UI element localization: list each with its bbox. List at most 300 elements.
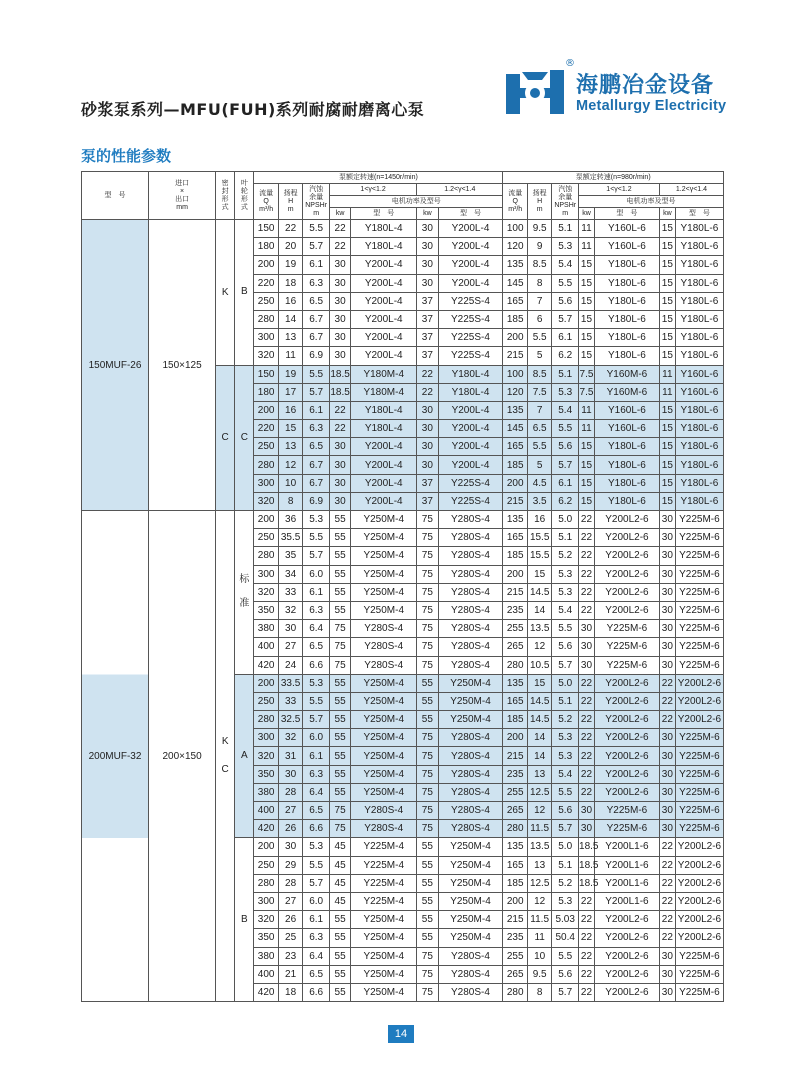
table-cell: 55 (329, 747, 350, 765)
table-cell: 30 (329, 492, 350, 510)
table-body (82, 220, 724, 1002)
table-cell: 22 (579, 929, 595, 947)
table-cell: 75 (417, 820, 438, 838)
table-cell: Y225M-6 (675, 783, 723, 801)
table-cell: 22 (417, 365, 438, 383)
table-cell: 3.5 (527, 492, 551, 510)
table-cell: 30 (579, 620, 595, 638)
table-cell: 6.3 (303, 765, 330, 783)
table-cell: 265 (503, 965, 527, 983)
table-cell: Y180L-6 (594, 329, 659, 347)
table-cell: 55 (417, 692, 438, 710)
table-cell: Y250M-4 (351, 947, 417, 965)
table-cell: 15 (579, 274, 595, 292)
table-cell: Y180L-6 (675, 401, 723, 419)
table-cell: Y280S-4 (351, 638, 417, 656)
model-cell: 150MUF-26 (82, 220, 149, 511)
table-cell: Y200L1-6 (594, 856, 659, 874)
table-cell: 37 (417, 310, 438, 328)
table-cell: 28 (278, 874, 302, 892)
table-cell: 37 (417, 347, 438, 365)
table-cell: 30 (579, 802, 595, 820)
table-cell: Y160M-6 (594, 365, 659, 383)
table-cell: Y160M-6 (594, 383, 659, 401)
impeller-cell: B (235, 220, 254, 366)
table-cell: 22 (579, 711, 595, 729)
table-cell: 75 (417, 783, 438, 801)
table-cell: Y200L-4 (438, 220, 503, 238)
table-cell: 55 (329, 911, 350, 929)
table-cell: 12 (278, 456, 302, 474)
table-cell: 22 (579, 547, 595, 565)
table-cell: 30 (278, 838, 302, 856)
table-cell: Y250M-4 (351, 929, 417, 947)
table-cell: 10.5 (527, 656, 551, 674)
table-cell: 55 (329, 783, 350, 801)
table-cell: 30 (659, 511, 675, 529)
table-cell: 22 (659, 711, 675, 729)
table-cell: 30 (579, 656, 595, 674)
table-cell: 30 (659, 802, 675, 820)
table-cell: 22 (329, 420, 350, 438)
table-cell: 30 (329, 474, 350, 492)
table-cell: 55 (329, 965, 350, 983)
table-cell: Y280S-4 (438, 638, 503, 656)
table-cell: 5.4 (552, 401, 579, 419)
table-cell: Y200L2-6 (675, 692, 723, 710)
table-cell: 200 (503, 329, 527, 347)
table-cell: 6.0 (303, 729, 330, 747)
table-cell: 11 (579, 220, 595, 238)
table-cell: 11.5 (527, 820, 551, 838)
table-cell: 4.5 (527, 474, 551, 492)
table-cell: 50.4 (552, 929, 579, 947)
table-cell: Y200L2-6 (594, 692, 659, 710)
table-cell: 22 (579, 765, 595, 783)
table-cell: 75 (417, 965, 438, 983)
table-cell: 5.6 (552, 292, 579, 310)
table-cell: Y225M-6 (675, 729, 723, 747)
table-cell: 5.4 (552, 765, 579, 783)
table-cell: Y225M-6 (675, 947, 723, 965)
table-cell: 100 (503, 365, 527, 383)
table-cell: 11 (579, 420, 595, 438)
table-cell: 200 (254, 674, 278, 692)
table-cell: 5 (527, 456, 551, 474)
impeller-cell: C (235, 365, 254, 511)
table-cell: 22 (329, 401, 350, 419)
table-cell: Y225M-6 (675, 638, 723, 656)
table-cell: Y180L-6 (675, 456, 723, 474)
table-cell: 185 (503, 547, 527, 565)
table-cell: Y200L2-6 (675, 874, 723, 892)
table-cell: 14 (527, 729, 551, 747)
table-cell: 250 (254, 692, 278, 710)
table-cell: 250 (254, 292, 278, 310)
table-cell: Y280S-4 (438, 947, 503, 965)
table-cell: 5.2 (552, 547, 579, 565)
table-cell: 14 (527, 601, 551, 619)
table-cell: Y250M-4 (351, 711, 417, 729)
table-cell: Y180L-4 (438, 365, 503, 383)
header-range1: 1<γ<1.2 (329, 184, 416, 196)
table-cell: 30 (329, 329, 350, 347)
table-cell: 14 (527, 747, 551, 765)
table-cell: Y280S-4 (438, 983, 503, 1001)
table-cell: 15 (659, 420, 675, 438)
table-cell: 75 (417, 511, 438, 529)
table-cell: Y180L-6 (675, 274, 723, 292)
table-cell: Y280S-4 (438, 747, 503, 765)
table-cell: 6.4 (303, 620, 330, 638)
table-cell: 12.5 (527, 783, 551, 801)
table-cell: 18 (278, 983, 302, 1001)
table-cell: 300 (254, 474, 278, 492)
table-row (82, 220, 724, 238)
table-cell: Y250M-4 (438, 674, 503, 692)
table-cell: 27 (278, 638, 302, 656)
table-cell: Y280S-4 (351, 820, 417, 838)
table-cell: 15 (278, 420, 302, 438)
table-cell: 55 (329, 674, 350, 692)
table-cell: 5.03 (552, 911, 579, 929)
table-cell: 280 (254, 547, 278, 565)
table-cell: 18.5 (579, 856, 595, 874)
table-cell: 6.5 (527, 420, 551, 438)
table-cell: 320 (254, 911, 278, 929)
table-cell: Y250M-4 (438, 856, 503, 874)
table-cell: 12 (527, 638, 551, 656)
table-cell: 55 (329, 765, 350, 783)
table-cell: Y200L-4 (351, 256, 417, 274)
table-cell: Y200L2-6 (594, 565, 659, 583)
table-cell: 280 (503, 983, 527, 1001)
table-cell: 19 (278, 256, 302, 274)
table-cell: 75 (417, 983, 438, 1001)
table-cell: Y250M-4 (351, 601, 417, 619)
table-cell: 22 (579, 529, 595, 547)
table-cell: Y200L2-6 (675, 711, 723, 729)
header-kw: kw (329, 208, 350, 220)
table-cell: Y200L2-6 (594, 911, 659, 929)
impeller-cell: A (235, 674, 254, 838)
table-cell: Y200L2-6 (594, 965, 659, 983)
table-cell: 22 (579, 511, 595, 529)
table-cell: Y280S-4 (438, 583, 503, 601)
table-cell: 5.5 (303, 220, 330, 238)
table-cell: 6.7 (303, 329, 330, 347)
table-cell: 30 (417, 456, 438, 474)
table-cell: 11 (659, 383, 675, 401)
table-cell: 5.3 (303, 674, 330, 692)
table-cell: 30 (417, 238, 438, 256)
header-head: 扬程 H m (278, 184, 302, 220)
table-cell: 6.5 (303, 438, 330, 456)
table-cell: 22 (579, 692, 595, 710)
table-cell: Y180L-6 (675, 256, 723, 274)
table-cell: 15 (659, 274, 675, 292)
table-cell: 7.5 (527, 383, 551, 401)
impeller-cell: B (235, 838, 254, 1002)
table-cell: 12 (527, 802, 551, 820)
table-cell: 30 (659, 947, 675, 965)
table-cell: 55 (417, 874, 438, 892)
table-cell: 55 (417, 838, 438, 856)
table-cell: Y160L-6 (675, 365, 723, 383)
table-cell: 5.3 (552, 729, 579, 747)
table-cell: 145 (503, 274, 527, 292)
table-cell: Y180L-4 (351, 420, 417, 438)
header-flow: 流量 Q m³/h (254, 184, 278, 220)
table-cell: 22 (659, 892, 675, 910)
table-cell: 5.7 (552, 456, 579, 474)
table-cell: 300 (254, 892, 278, 910)
table-cell: 350 (254, 929, 278, 947)
table-cell: Y250M-4 (351, 674, 417, 692)
table-cell: 15 (579, 492, 595, 510)
table-cell: 255 (503, 783, 527, 801)
table-cell: 8 (527, 274, 551, 292)
table-cell: 22 (329, 238, 350, 256)
table-cell: 400 (254, 965, 278, 983)
table-cell: 33 (278, 583, 302, 601)
table-cell: 6.9 (303, 492, 330, 510)
table-cell: 75 (417, 620, 438, 638)
table-cell: Y200L2-6 (594, 747, 659, 765)
table-cell: Y200L2-6 (594, 583, 659, 601)
table-cell: Y200L2-6 (594, 947, 659, 965)
table-cell: 420 (254, 820, 278, 838)
table-cell: 280 (503, 656, 527, 674)
table-cell: 15 (659, 310, 675, 328)
table-cell: 15 (527, 565, 551, 583)
table-cell: 180 (254, 238, 278, 256)
table-cell: 17 (278, 383, 302, 401)
table-cell: 6.7 (303, 474, 330, 492)
table-cell: Y225S-4 (438, 329, 503, 347)
table-cell: 30 (329, 256, 350, 274)
table-cell: Y200L-4 (438, 456, 503, 474)
table-cell: 55 (329, 529, 350, 547)
table-cell: 6.4 (303, 783, 330, 801)
table-cell: 75 (417, 583, 438, 601)
table-cell: Y225M-6 (594, 656, 659, 674)
table-cell: Y200L2-6 (594, 511, 659, 529)
table-cell: 200 (254, 838, 278, 856)
table-cell: 165 (503, 692, 527, 710)
header-npsh: 汽蚀 余量 NPSHr m (303, 184, 330, 220)
table-cell: 200 (254, 401, 278, 419)
table-cell: 11 (579, 401, 595, 419)
header-motor: 电机功率及型号 (579, 196, 724, 208)
table-cell: 5.5 (303, 856, 330, 874)
table-cell: Y180L-6 (594, 347, 659, 365)
table-cell: 150 (254, 220, 278, 238)
table-cell: 30 (659, 820, 675, 838)
table-cell: Y200L1-6 (594, 874, 659, 892)
table-cell: Y280S-4 (438, 620, 503, 638)
table-cell: Y225M-4 (351, 856, 417, 874)
table-cell: 30 (579, 820, 595, 838)
table-cell: Y280S-4 (438, 656, 503, 674)
table-cell: 55 (329, 511, 350, 529)
table-cell: 30 (417, 438, 438, 456)
table-cell: Y225M-6 (675, 656, 723, 674)
table-cell: 30 (659, 983, 675, 1001)
table-cell: 5.3 (552, 583, 579, 601)
table-cell: Y225S-4 (438, 492, 503, 510)
table-cell: 30 (417, 401, 438, 419)
table-cell: Y160L-6 (594, 401, 659, 419)
table-cell: Y200L2-6 (594, 547, 659, 565)
table-cell: 25 (278, 929, 302, 947)
table-cell: 5.7 (552, 310, 579, 328)
table-cell: 75 (329, 820, 350, 838)
table-cell: 22 (329, 220, 350, 238)
table-cell: Y200L2-6 (675, 838, 723, 856)
table-cell: Y250M-4 (351, 747, 417, 765)
table-cell: 45 (329, 892, 350, 910)
table-cell: 15 (579, 456, 595, 474)
table-cell: 37 (417, 492, 438, 510)
table-cell: 200 (254, 511, 278, 529)
table-cell: 280 (254, 310, 278, 328)
table-cell: 30 (417, 256, 438, 274)
table-cell: 14.5 (527, 711, 551, 729)
table-cell: 75 (329, 802, 350, 820)
table-cell: Y225M-6 (594, 802, 659, 820)
table-cell: Y200L1-6 (594, 838, 659, 856)
table-cell: 22 (579, 565, 595, 583)
table-cell: Y180L-6 (594, 492, 659, 510)
table-cell: Y180L-6 (594, 274, 659, 292)
table-cell: 15 (659, 329, 675, 347)
table-cell: 5.0 (552, 674, 579, 692)
table-cell: 37 (417, 329, 438, 347)
model-cell: 200MUF-32 (82, 511, 149, 1002)
table-cell: 45 (329, 874, 350, 892)
logo-en-text: Metallurgy Electricity (576, 98, 727, 114)
table-cell: 180 (254, 383, 278, 401)
table-cell: 280 (254, 874, 278, 892)
table-cell: Y200L-4 (351, 347, 417, 365)
table-cell: 75 (417, 747, 438, 765)
table-cell: Y200L-4 (351, 292, 417, 310)
table-cell: Y180L-4 (351, 238, 417, 256)
table-cell: 6.4 (303, 947, 330, 965)
table-cell: 55 (417, 711, 438, 729)
table-cell: 30 (417, 220, 438, 238)
table-cell: 5.7 (303, 874, 330, 892)
table-cell: Y200L2-6 (675, 929, 723, 947)
table-cell: 5.5 (527, 438, 551, 456)
table-cell: 135 (503, 838, 527, 856)
table-cell: Y200L-4 (438, 438, 503, 456)
table-cell: Y280S-4 (438, 765, 503, 783)
table-cell: Y200L1-6 (594, 892, 659, 910)
table-cell: 5.1 (552, 365, 579, 383)
table-cell: Y225M-6 (675, 802, 723, 820)
table-cell: 18 (278, 274, 302, 292)
table-cell: 5.7 (552, 656, 579, 674)
table-cell: 55 (329, 947, 350, 965)
seal-cell: K (216, 220, 235, 366)
table-cell: Y180L-6 (594, 256, 659, 274)
table-cell: 300 (254, 329, 278, 347)
table-cell: 5.7 (303, 547, 330, 565)
table-cell: 75 (417, 729, 438, 747)
table-cell: Y250M-4 (351, 692, 417, 710)
table-cell: 215 (503, 911, 527, 929)
table-cell: 120 (503, 383, 527, 401)
table-cell: 185 (503, 456, 527, 474)
table-cell: Y225M-6 (675, 820, 723, 838)
table-cell: Y280S-4 (438, 783, 503, 801)
table-cell: 75 (417, 765, 438, 783)
table-cell: Y180L-4 (438, 383, 503, 401)
inout-cell: 200×150 (149, 511, 216, 1002)
table-cell: 380 (254, 783, 278, 801)
table-cell: 185 (503, 711, 527, 729)
table-cell: 13 (278, 329, 302, 347)
table-cell: 5.5 (552, 783, 579, 801)
table-cell: Y280S-4 (351, 802, 417, 820)
table-cell: 24 (278, 656, 302, 674)
table-cell: 5.6 (552, 965, 579, 983)
table-cell: 30 (278, 765, 302, 783)
table-cell: 15.5 (527, 529, 551, 547)
table-cell: 5.1 (552, 856, 579, 874)
company-logo (504, 60, 729, 122)
table-cell: Y280S-4 (351, 656, 417, 674)
table-cell: 21 (278, 965, 302, 983)
table-cell: 55 (329, 929, 350, 947)
table-cell: 9.5 (527, 220, 551, 238)
registered-mark: ® (565, 58, 575, 69)
table-cell: 33.5 (278, 674, 302, 692)
table-cell: 200 (503, 729, 527, 747)
table-cell: Y200L2-6 (594, 783, 659, 801)
table-cell: 135 (503, 511, 527, 529)
table-cell: Y225M-6 (675, 583, 723, 601)
table-cell: 380 (254, 620, 278, 638)
table-cell: 235 (503, 601, 527, 619)
table-cell: 5.1 (552, 220, 579, 238)
table-cell: Y180L-6 (594, 438, 659, 456)
table-cell: 6.2 (552, 347, 579, 365)
table-cell: 215 (503, 583, 527, 601)
header-type: 型 号 (675, 208, 723, 220)
table-cell: 30 (579, 638, 595, 656)
table-cell: 30 (417, 420, 438, 438)
table-cell: 215 (503, 492, 527, 510)
table-cell: 55 (329, 729, 350, 747)
table-cell: 37 (417, 292, 438, 310)
table-cell: 15 (659, 474, 675, 492)
table-cell: Y180L-6 (675, 310, 723, 328)
page-title: 砂浆泵系列—MFU(FUH)系列耐腐耐磨离心泵 (81, 100, 425, 119)
table-cell: Y200L2-6 (594, 529, 659, 547)
table-cell: Y225M-6 (675, 765, 723, 783)
table-cell: 5.7 (303, 711, 330, 729)
table-cell: 5.3 (303, 838, 330, 856)
table-cell: 8.5 (527, 365, 551, 383)
table-cell: 30 (659, 620, 675, 638)
table-cell: 6.6 (303, 656, 330, 674)
table-cell: 16 (278, 292, 302, 310)
table-cell: Y200L-4 (351, 310, 417, 328)
table-cell: 75 (417, 638, 438, 656)
